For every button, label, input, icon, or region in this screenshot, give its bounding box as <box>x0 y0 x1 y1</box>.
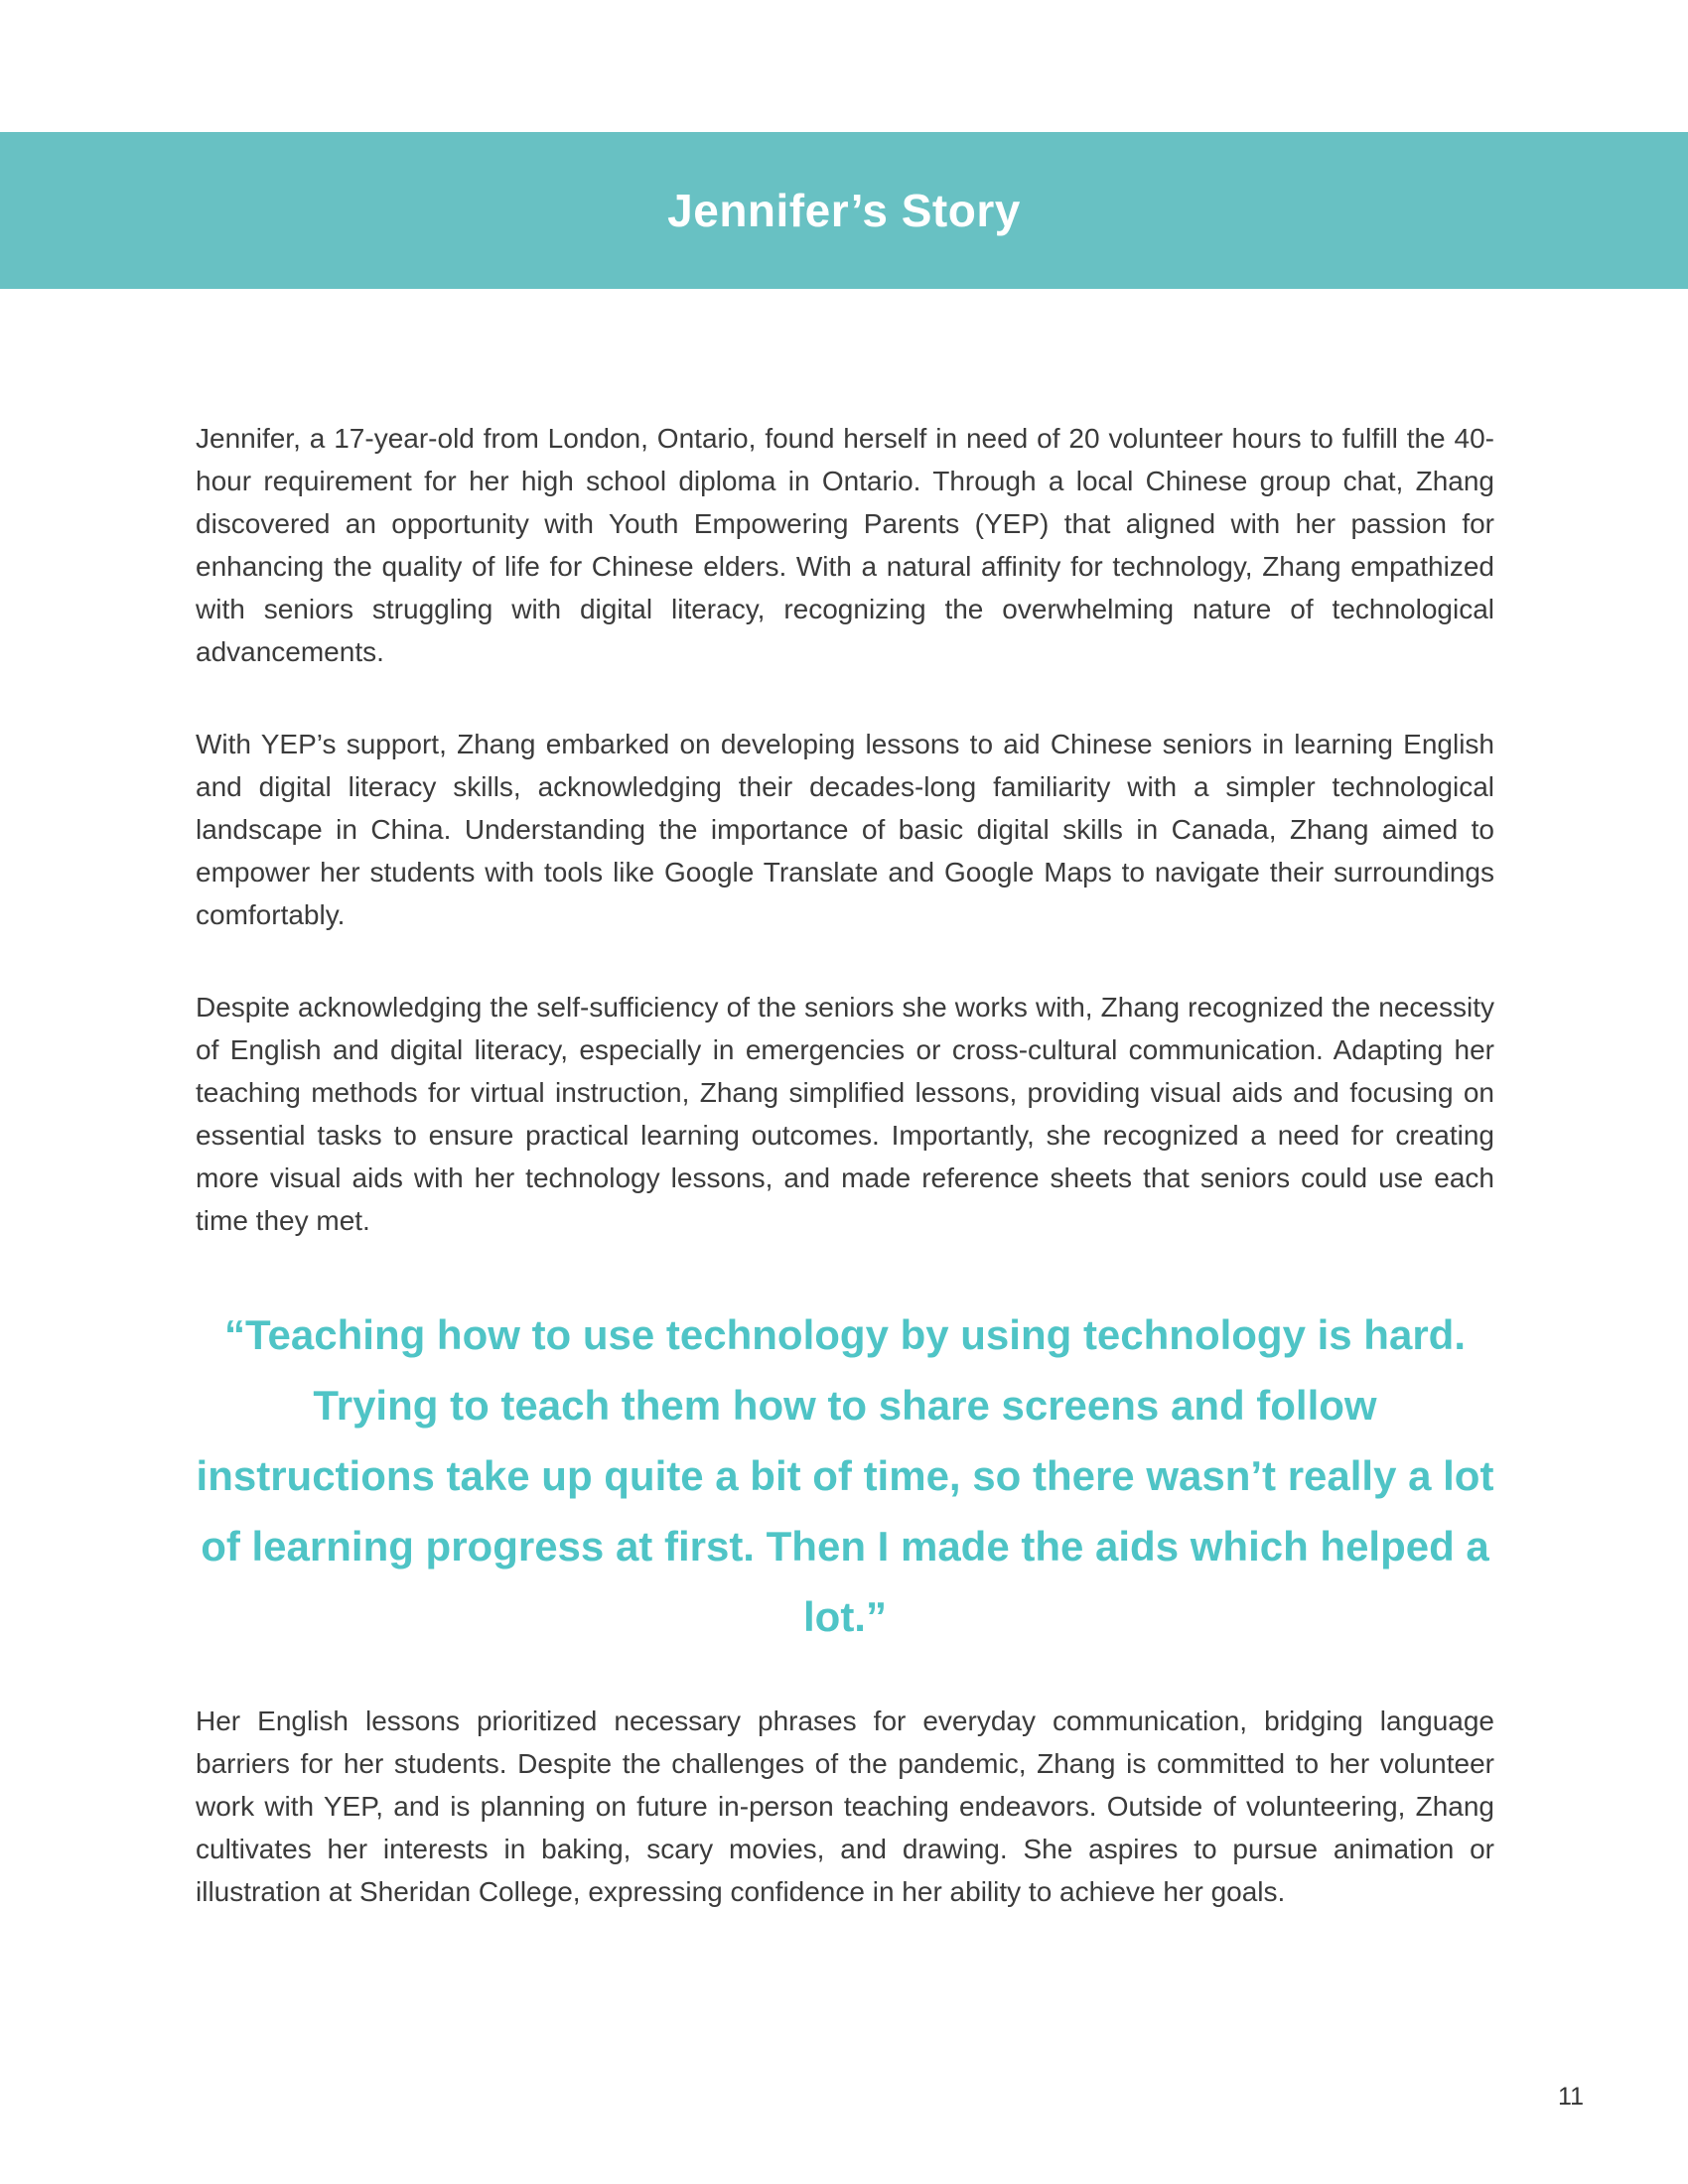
page-number: 11 <box>1558 2083 1584 2111</box>
pull-quote: “Teaching how to use technology by using technology is hard. Trying to teach them how to share screens and follow instructions take up quite a bit of time, so there wasn’t really a lot of learning progress at first. Then I made the aids which helped a lot.” <box>196 1311 1494 1640</box>
article-content <box>196 417 1494 1913</box>
paragraph-teaching-methods: Despite acknowledging the self-sufficiency of the seniors she works with, Zhang recognized the necessity of English and digital literacy, especially in emergencies or cross-cultural communication. Adapting her teaching methods for virtual instruction, Zhang simplified lessons, providing visual aids and focusing on essential tasks to ensure practical learning outcomes. Importantly, she recognized a need for creating more visual aids with her technology lessons, and made reference sheets that seniors could use each time they met. <box>196 992 1494 1236</box>
section-title: Jennifer’s Story <box>667 185 1021 236</box>
paragraph-closing: Her English lessons prioritized necessary phrases for everyday communication, bridging language barriers for her students. Despite the challenges of the pandemic, Zhang is committed to her volunteer work with YEP, and is planning on future in-person teaching endeavors. Outside of volunteering, Zhang cultivates her interests in baking, scary movies, and drawing. She aspires to pursue animation or illustration at Sheridan College, expressing confidence in her ability to achieve her goals. <box>196 1706 1494 1907</box>
paragraph-lessons: With YEP’s support, Zhang embarked on developing lessons to aid Chinese seniors in learning English and digital literacy skills, acknowledging their decades-long familiarity with a simpler technological landscape in China. Understanding the importance of basic digital skills in Canada, Zhang aimed to empower her students with tools like Google Translate and Google Maps to navigate their surroundings comfortably. <box>196 729 1494 930</box>
page-footer <box>1558 2083 1584 2112</box>
section-banner <box>0 132 1688 289</box>
paragraph-intro: Jennifer, a 17-year-old from London, Ontario, found herself in need of 20 volunteer hours to fulfill the 40-hour requirement for her high school diploma in Ontario. Through a local Chinese group chat, Zhang discovered an opportunity with Youth Empowering Parents (YEP) that aligned with her passion for enhancing the quality of life for Chinese elders. With a natural affinity for technology, Zhang empathized with seniors struggling with digital literacy, recognizing the overwhelming nature of technological advancements. <box>196 423 1494 667</box>
